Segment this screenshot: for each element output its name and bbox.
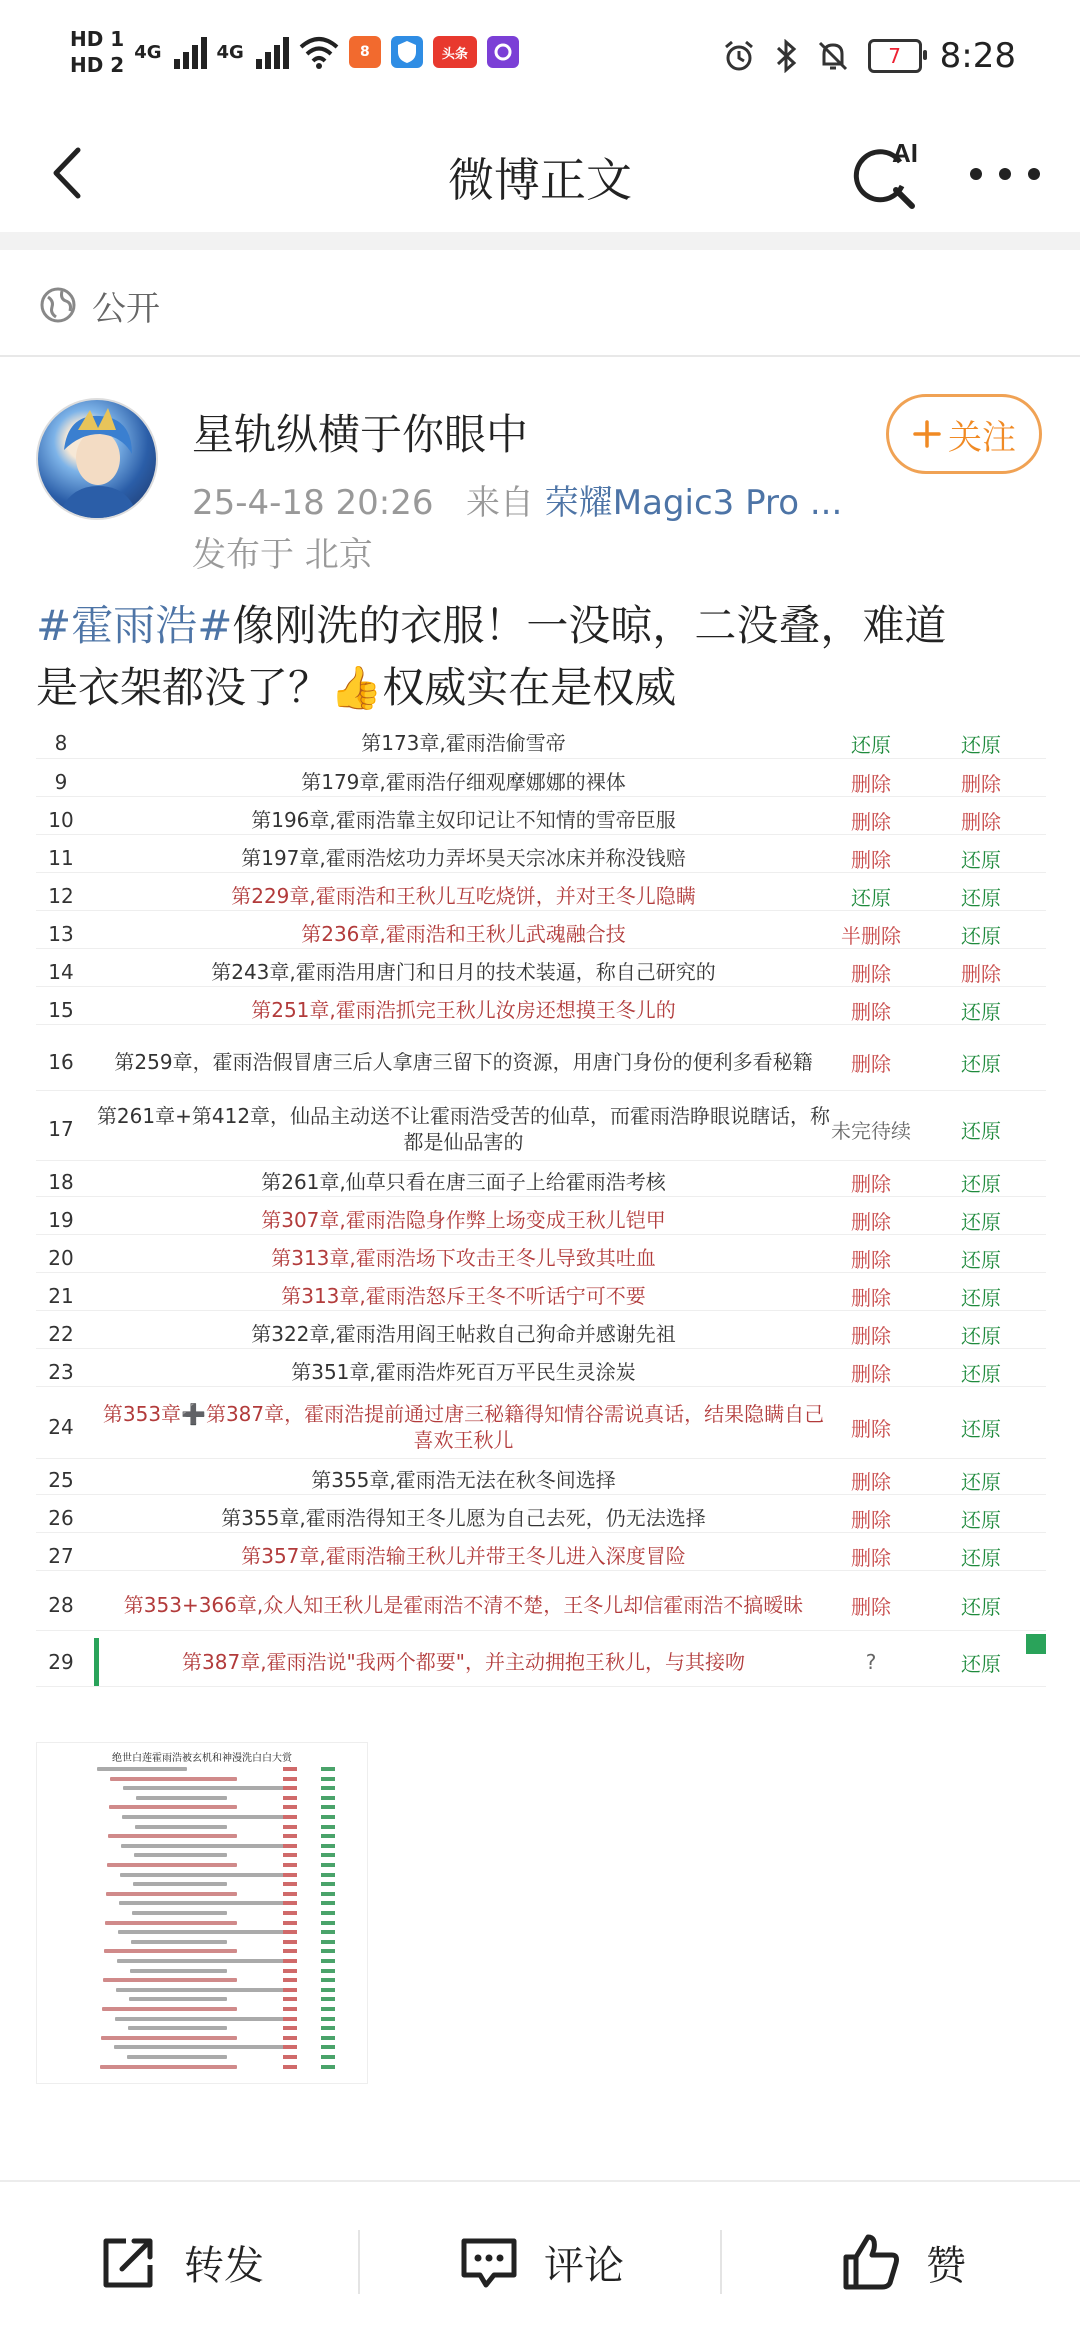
thumbnail-row <box>37 1938 367 1947</box>
like-button[interactable] <box>838 2222 966 2302</box>
status-cell-2: 还原 <box>961 1594 1001 1619</box>
repost-label: 转发 <box>184 2242 264 2289</box>
row-title: 第229章,霍雨浩和王秋儿互吃烧饼，并对王冬儿隐瞒 <box>231 884 696 908</box>
row-number: 20 <box>48 1246 74 1270</box>
row-number: 22 <box>48 1322 74 1346</box>
row-title: 第351章,霍雨浩炸死百万平民生灵涂炭 <box>291 1360 636 1384</box>
row-number: 19 <box>48 1208 74 1232</box>
status-cell-2: 还原 <box>961 732 1001 757</box>
battery-level: 7 <box>888 44 901 68</box>
table-row <box>36 806 1046 835</box>
ai-search-icon[interactable] <box>840 132 930 222</box>
status-cell-2: 还原 <box>961 999 1001 1024</box>
status-cell-2: 还原 <box>961 923 1001 948</box>
status-cell-1: 未完待续 <box>831 1118 911 1143</box>
status-cell-1: 删除 <box>851 1416 891 1441</box>
post-date: 25-4-18 20:26 <box>192 483 434 523</box>
table-row <box>36 728 1046 759</box>
post-source-prefix: 来自 <box>465 483 534 523</box>
action-separator <box>720 2230 722 2294</box>
app-notification-1-icon: 8 <box>349 36 381 68</box>
row-number: 13 <box>48 922 74 946</box>
section-divider <box>0 232 1080 250</box>
status-cell-1: 删除 <box>851 847 891 872</box>
status-cell-2: 还原 <box>961 1209 1001 1234</box>
signal-type-1: 4G <box>134 41 162 63</box>
row-title: 第261章+第412章，仙品主动送不让霍雨浩受苦的仙草，而霍雨浩睁眼说瞎话，称都是仙品害的 <box>96 1104 831 1154</box>
post-body <box>36 595 1046 719</box>
selection-handle <box>1026 1634 1046 1654</box>
thumbnail-row <box>37 1851 367 1860</box>
status-cell-2: 还原 <box>961 1118 1001 1143</box>
table-row <box>36 1098 1046 1161</box>
row-title: 第173章,霍雨浩偷雪帝 <box>361 731 566 755</box>
post-image-thumbnail[interactable] <box>36 1742 368 2084</box>
plus-icon <box>912 419 942 449</box>
row-number: 28 <box>48 1593 74 1617</box>
clock: 8:28 <box>939 36 1016 76</box>
status-cell-2: 还原 <box>961 1469 1001 1494</box>
action-separator <box>358 2230 360 2294</box>
status-cell-2: 还原 <box>961 1416 1001 1441</box>
comment-icon <box>456 2229 522 2295</box>
row-number: 9 <box>54 770 68 794</box>
table-row <box>36 920 1046 949</box>
thumbnail-row <box>37 2043 367 2052</box>
signal-bars-2-icon <box>256 35 289 69</box>
status-cell-1: ? <box>865 1650 877 1674</box>
thumbnail-row <box>37 1986 367 1995</box>
comment-button[interactable] <box>456 2222 624 2302</box>
table-row <box>36 1244 1046 1273</box>
post-device[interactable]: 荣耀Magic3 Pro ... <box>544 483 843 523</box>
nav-bar <box>0 120 1080 230</box>
status-cell-1: 删除 <box>851 1247 891 1272</box>
row-title: 第353章➕第387章，霍雨浩提前通过唐三秘籍得知情谷需说真话，结果隐瞒自己喜欢王秋儿 <box>102 1402 825 1452</box>
row-title: 第355章,霍雨浩得知王冬儿愿为自己去死，仍无法选择 <box>221 1506 706 1530</box>
status-cell-1: 删除 <box>851 1285 891 1310</box>
row-number: 11 <box>48 846 74 870</box>
table-row <box>36 1580 1046 1631</box>
bottom-action-bar <box>0 2180 1080 2342</box>
follow-button[interactable] <box>886 394 1042 474</box>
status-bar <box>0 0 1080 120</box>
table-row <box>36 1282 1046 1311</box>
thumbnail-row <box>37 1909 367 1918</box>
thumbnail-row <box>37 2063 367 2072</box>
row-title: 第313章,霍雨浩怒斥王冬不听话宁可不要 <box>281 1284 646 1308</box>
row-number: 26 <box>48 1506 74 1530</box>
row-number: 25 <box>48 1468 74 1492</box>
thumbnail-row <box>37 2005 367 2014</box>
row-title: 第322章,霍雨浩用阎王帖救自己狗命并感谢先祖 <box>251 1322 676 1346</box>
table-row <box>36 1206 1046 1235</box>
table-row <box>36 996 1046 1025</box>
visibility-indicator <box>38 270 160 340</box>
status-cell-1: 删除 <box>851 1209 891 1234</box>
row-number: 29 <box>48 1650 74 1674</box>
thumbnail-row <box>37 2034 367 2043</box>
status-cell-1: 删除 <box>851 809 891 834</box>
status-cell-1: 删除 <box>851 1171 891 1196</box>
table-row <box>36 1034 1046 1091</box>
wifi-icon <box>299 35 339 69</box>
row-number: 27 <box>48 1544 74 1568</box>
signal-type-2: 4G <box>216 41 244 63</box>
status-cell-1: 删除 <box>851 1361 891 1386</box>
battery-icon <box>868 39 922 73</box>
hashtag-link[interactable]: #霍雨浩# <box>36 601 233 650</box>
status-cell-2: 还原 <box>961 1651 1001 1676</box>
hd-indicator <box>70 26 124 78</box>
post-text-line2: 是衣架都没了？👍权威实在是权威 <box>36 663 677 712</box>
mute-bell-icon <box>816 39 850 73</box>
hd2-label: HD 2 <box>70 53 125 77</box>
thumbnail-row <box>37 1947 367 1956</box>
thumbnail-row <box>37 2015 367 2024</box>
row-title: 第355章,霍雨浩无法在秋冬间选择 <box>311 1468 616 1492</box>
thumbnail-row <box>37 1976 367 1985</box>
table-row <box>36 882 1046 911</box>
repost-icon <box>96 2229 162 2295</box>
status-cell-2: 还原 <box>961 1051 1001 1076</box>
status-cell-1: 删除 <box>851 1545 891 1570</box>
row-number: 10 <box>48 808 74 832</box>
follow-label: 关注 <box>948 417 1016 458</box>
row-title: 第259章，霍雨浩假冒唐三后人拿唐三留下的资源，用唐门身份的便利多看秘籍 <box>114 1050 813 1074</box>
row-title: 第236章,霍雨浩和王秋儿武魂融合技 <box>301 922 626 946</box>
status-cell-1: 删除 <box>851 1323 891 1348</box>
thumbnail-row <box>37 1794 367 1803</box>
more-options-icon[interactable] <box>970 144 1040 204</box>
post-text-line1: 像刚洗的衣服！一没晾，二没叠，难道 <box>232 601 947 650</box>
bluetooth-icon <box>774 39 798 73</box>
hd1-label: HD 1 <box>70 27 125 51</box>
app-notification-4-icon <box>487 36 519 68</box>
thumbnail-row <box>37 1861 367 1870</box>
row-number: 12 <box>48 884 74 908</box>
thumbnail-row <box>37 2053 367 2062</box>
author-name[interactable]: 星轨纵横于你眼中 <box>192 410 529 459</box>
status-cell-2: 删除 <box>961 809 1001 834</box>
thumbnail-row <box>37 1775 367 1784</box>
thumbnail-row <box>37 2024 367 2033</box>
thumbnail-row <box>37 1813 367 1822</box>
thumbs-up-icon <box>838 2229 904 2295</box>
status-cell-1: 删除 <box>851 1594 891 1619</box>
selection-bar <box>94 1638 99 1686</box>
row-number: 21 <box>48 1284 74 1308</box>
status-cell-1: 删除 <box>851 771 891 796</box>
shield-app-icon <box>391 36 423 68</box>
status-cell-1: 删除 <box>851 961 891 986</box>
status-cell-2: 还原 <box>961 847 1001 872</box>
status-cell-1: 还原 <box>851 885 891 910</box>
row-title: 第179章,霍雨浩仔细观摩娜娜的裸体 <box>301 770 626 794</box>
row-title: 第307章,霍雨浩隐身作弊上场变成王秋儿铠甲 <box>261 1208 666 1232</box>
page-title: 微博正文 <box>448 153 632 207</box>
thumbnail-row <box>37 1880 367 1889</box>
thumbnail-row <box>37 1967 367 1976</box>
avatar[interactable] <box>36 398 158 520</box>
status-cell-2: 还原 <box>961 1361 1001 1386</box>
globe-icon <box>38 285 78 325</box>
thumbnail-row <box>37 1803 367 1812</box>
status-cell-1: 还原 <box>851 732 891 757</box>
table-row <box>36 958 1046 987</box>
table-row <box>36 1320 1046 1349</box>
row-title: 第353+366章,众人知王秋儿是霍雨浩不清不楚，王冬儿却信霍雨浩不搞暧昧 <box>123 1593 804 1617</box>
row-number: 8 <box>54 731 68 755</box>
status-cell-2: 还原 <box>961 1247 1001 1272</box>
row-title: 第243章,霍雨浩用唐门和日月的技术装逼，称自己研究的 <box>211 960 716 984</box>
thumbnail-row <box>37 1919 367 1928</box>
divider <box>0 355 1080 357</box>
status-cell-2: 还原 <box>961 1285 1001 1310</box>
ai-label: AI <box>892 138 918 168</box>
status-cell-2: 删除 <box>961 771 1001 796</box>
status-cell-2: 还原 <box>961 1171 1001 1196</box>
thumbnail-row <box>37 1765 367 1774</box>
thumbnail-row <box>37 1871 367 1880</box>
visibility-label: 公开 <box>92 288 160 329</box>
table-row <box>36 1638 1046 1687</box>
status-cell-1: 删除 <box>851 1469 891 1494</box>
thumbnail-row <box>37 1899 367 1908</box>
row-title: 第197章,霍雨浩炫功力弄坏昊天宗冰床并称没钱赔 <box>241 846 686 870</box>
thumbnail-row <box>37 1784 367 1793</box>
row-number: 14 <box>48 960 74 984</box>
status-cell-2: 还原 <box>961 1323 1001 1348</box>
status-cell-2: 还原 <box>961 1545 1001 1570</box>
row-number: 17 <box>48 1117 74 1141</box>
comment-label: 评论 <box>544 2242 624 2289</box>
post-image-spreadsheet[interactable] <box>36 728 1046 1736</box>
toutiao-app-icon: 头条 <box>433 36 477 68</box>
row-title: 第251章,霍雨浩抓完王秋儿汝房还想摸王冬儿的 <box>251 998 676 1022</box>
status-cell-2: 删除 <box>961 961 1001 986</box>
row-title: 第261章,仙草只看在唐三面子上给霍雨浩考核 <box>261 1170 666 1194</box>
post-location: 发布于 北京 <box>192 535 373 575</box>
row-number: 23 <box>48 1360 74 1384</box>
thumbnail-row <box>37 1890 367 1899</box>
status-cell-2: 还原 <box>961 1507 1001 1532</box>
table-row <box>36 1358 1046 1387</box>
table-row <box>36 1504 1046 1533</box>
avatar-image-icon <box>38 400 156 518</box>
thumbnail-row <box>37 1842 367 1851</box>
table-row <box>36 844 1046 873</box>
like-label: 赞 <box>926 2242 966 2289</box>
thumbnail-row <box>37 1995 367 2004</box>
thumbnail-row <box>37 1957 367 1966</box>
row-title: 第387章,霍雨浩说"我两个都要"，并主动拥抱王秋儿，与其接吻 <box>182 1650 745 1674</box>
table-row <box>36 1466 1046 1495</box>
row-number: 24 <box>48 1415 74 1439</box>
table-row <box>36 768 1046 797</box>
status-cell-1: 删除 <box>851 1051 891 1076</box>
table-row <box>36 1542 1046 1571</box>
row-number: 18 <box>48 1170 74 1194</box>
status-cell-1: 半删除 <box>841 923 901 948</box>
thumbnail-title: 绝世白莲霍雨浩被玄机和神漫洗白白大赏 <box>112 1753 292 1764</box>
thumbnail-row <box>37 1823 367 1832</box>
signal-bars-1-icon <box>174 35 207 69</box>
thumbnail-row <box>37 1832 367 1841</box>
alarm-icon <box>722 39 756 73</box>
status-cell-1: 删除 <box>851 1507 891 1532</box>
row-title: 第196章,霍雨浩靠主奴印记让不知情的雪帝臣服 <box>251 808 676 832</box>
thumbnail-row <box>37 1928 367 1937</box>
table-row <box>36 1168 1046 1197</box>
status-cell-2: 还原 <box>961 885 1001 910</box>
row-title: 第357章,霍雨浩输王秋儿并带王冬儿进入深度冒险 <box>241 1544 686 1568</box>
row-number: 16 <box>48 1050 74 1074</box>
row-number: 15 <box>48 998 74 1022</box>
row-title: 第313章,霍雨浩场下攻击王冬儿导致其吐血 <box>271 1246 656 1270</box>
status-cell-1: 删除 <box>851 999 891 1024</box>
table-row <box>36 1396 1046 1459</box>
repost-button[interactable] <box>96 2222 264 2302</box>
post-meta <box>192 475 842 524</box>
